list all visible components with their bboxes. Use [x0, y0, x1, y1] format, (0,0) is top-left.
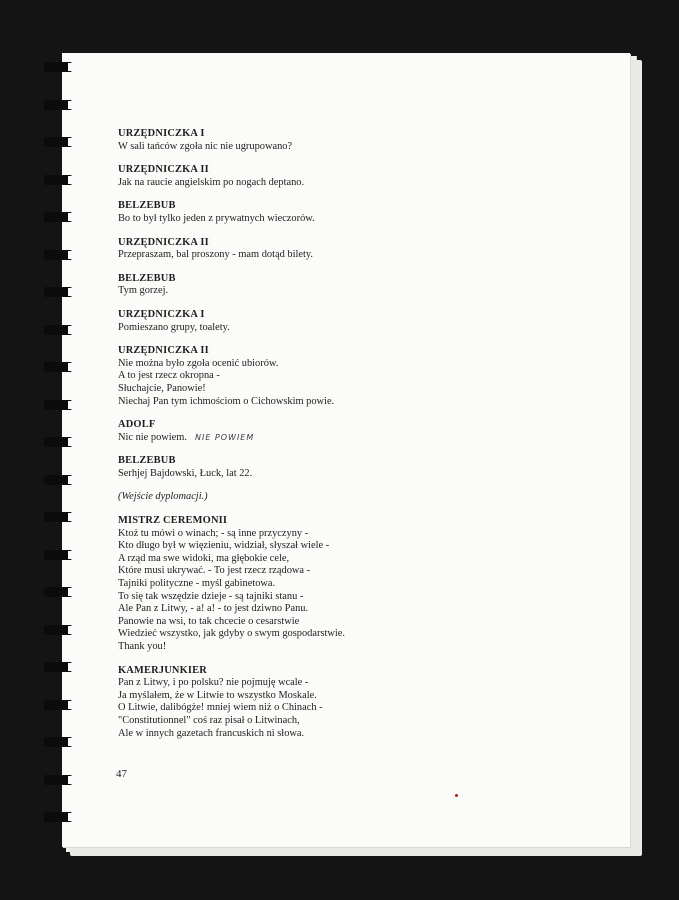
- dialogue-line-text: Słuchajcie, Panowie!: [118, 382, 206, 394]
- dialogue-line-text: Wiedzieć wszystko, jak gdyby o swym gospodarstwie.: [118, 628, 345, 640]
- dialogue-line: [118, 528, 598, 541]
- dialogue-line-text: A to jest rzecz okropna -: [118, 370, 220, 382]
- dialogue-line-text: Kto długo był w więzieniu, widział, słyszał wiele -: [118, 540, 330, 552]
- dialogue-line: [118, 468, 598, 481]
- page-number: 47: [116, 768, 127, 780]
- dialogue-line: [118, 370, 598, 383]
- dialogue-line: [118, 249, 598, 262]
- speaker-name: URZĘDNICZKA II: [118, 236, 209, 248]
- dialogue-block: [118, 345, 598, 408]
- dialogue-line: [118, 591, 598, 604]
- ink-dot: [455, 794, 458, 797]
- dialogue-line-text: Serhjej Bajdowski, Łuck, lat 22.: [118, 467, 253, 479]
- dialogue-block: [118, 200, 598, 225]
- speaker-name: BELZEBUB: [118, 455, 176, 467]
- dialogue-line-text: Thank you!: [118, 641, 167, 652]
- binding-ring: [44, 212, 72, 222]
- binding-ring: [44, 550, 72, 560]
- dialogue-line: [118, 553, 598, 566]
- binding-ring: [44, 775, 72, 785]
- dialogue-line-text: Pomieszano grupy, toalety.: [118, 321, 230, 333]
- dialogue-line-text: Przepraszam, bal proszony - mam dotąd bilety.: [118, 249, 313, 261]
- speaker-name: KAMERJUNKIER: [118, 664, 207, 676]
- dialogue-line: [118, 285, 598, 298]
- binding-ring: [44, 175, 72, 185]
- dialogue-block: [118, 237, 598, 262]
- dialogue-line: [118, 628, 598, 641]
- dialogue-block: [118, 273, 598, 298]
- dialogue-line-text: Jak na raucie angielskim po nogach deptano.: [118, 176, 305, 188]
- dialogue-line: [118, 715, 598, 728]
- dialogue-block: [118, 455, 598, 480]
- binding-ring: [44, 625, 72, 635]
- dialogue-line-text: Ale Pan z Litwy, - a! a! - to jest dziwno Panu.: [118, 603, 309, 615]
- dialogue-block: [118, 419, 598, 444]
- dialogue-block: [118, 515, 598, 654]
- binding-ring: [44, 812, 72, 822]
- dialogue-line: [118, 728, 598, 741]
- binding-ring: [44, 62, 72, 72]
- dialogue-line: [118, 383, 598, 396]
- comb-binding: [44, 58, 74, 848]
- dialogue-block: [118, 164, 598, 189]
- dialogue-line: [118, 616, 598, 629]
- speaker-name: URZĘDNICZKA II: [118, 345, 209, 357]
- dialogue-line-text: Nie można było zgoła ocenić ubiorów.: [118, 357, 279, 369]
- binding-ring: [44, 250, 72, 260]
- dialogue-line: [118, 603, 598, 616]
- dialogue-line-text: O Litwie, dalibógże! mniej wiem niż o Chinach -: [118, 702, 323, 714]
- speaker-name: URZĘDNICZKA I: [118, 308, 205, 320]
- dialogue-line: [118, 177, 598, 190]
- binding-ring: [44, 662, 72, 672]
- speaker-name: URZĘDNICZKA I: [118, 128, 205, 139]
- dialogue-line-text: Ktoż tu mówi o winach; - są inne przyczyny -: [118, 527, 309, 539]
- dialogue-line-text: Niechaj Pan tym ichmościom o Cichowskim powie.: [118, 395, 335, 407]
- dialogue-line-text: W sali tańców zgoła nic nie ugrupowano?: [118, 140, 293, 152]
- dialogue-block: [118, 128, 598, 153]
- dialogue-line-text: Bo to był tylko jeden z prywatnych wieczorów.: [118, 212, 315, 224]
- binding-ring: [44, 287, 72, 297]
- dialogue-line: [118, 690, 598, 703]
- dialogue-line-text: Pan z Litwy, i po polsku? nie pojmuję wcale -: [118, 677, 309, 689]
- speaker-name: ADOLF: [118, 419, 156, 431]
- handwritten-note: NIE POWIEM: [194, 432, 255, 442]
- binding-ring: [44, 587, 72, 597]
- dialogue-line: [118, 358, 598, 371]
- binding-ring: [44, 325, 72, 335]
- dialogue-line-text: "Constitutionnel" coś raz pisał o Litwinach,: [118, 714, 300, 726]
- script-text: [118, 128, 598, 751]
- speaker-name: URZĘDNICZKA II: [118, 164, 209, 176]
- dialogue-line: [118, 540, 598, 553]
- dialogue-line: [118, 213, 598, 226]
- speaker-name: BELZEBUB: [118, 272, 176, 284]
- dialogue-block: [118, 665, 598, 741]
- binding-ring: [44, 137, 72, 147]
- dialogue-line-text: Które musi ukrywać. - To jest rzecz rządowa -: [118, 565, 311, 577]
- dialogue-block: [118, 491, 598, 504]
- dialogue-line: [118, 578, 598, 591]
- dialogue-line: [118, 565, 598, 578]
- dialogue-line: [118, 432, 598, 445]
- dialogue-line-text: To się tak wszędzie dzieje - są tajniki stanu -: [118, 590, 304, 602]
- dialogue-line: [118, 141, 598, 154]
- dialogue-line-text: Nic nie powiem.: [118, 431, 187, 443]
- dialogue-line-text: Tajniki polityczne - myśl gabinetowa.: [118, 578, 276, 590]
- dialogue-line: [118, 641, 598, 654]
- binding-ring: [44, 437, 72, 447]
- dialogue-line-text: A rząd ma swe widoki, ma głębokie cele,: [118, 552, 290, 564]
- binding-ring: [44, 362, 72, 372]
- dialogue-line-text: Ja myślałem, że w Litwie to wszystko Moskale.: [118, 689, 317, 701]
- dialogue-line: [118, 322, 598, 335]
- dialogue-line: [118, 677, 598, 690]
- dialogue-line: [118, 702, 598, 715]
- dialogue-line-text: Ale w innych gazetach francuskich ni słowa.: [118, 727, 305, 739]
- binding-ring: [44, 400, 72, 410]
- dialogue-block: [118, 309, 598, 334]
- dialogue-line-text: Tym gorzej.: [118, 285, 169, 297]
- dialogue-line: [118, 396, 598, 409]
- binding-ring: [44, 475, 72, 485]
- binding-ring: [44, 100, 72, 110]
- binding-ring: [44, 512, 72, 522]
- binding-ring: [44, 700, 72, 710]
- speaker-name: MISTRZ CEREMONII: [118, 515, 228, 527]
- speaker-name: BELZEBUB: [118, 200, 176, 212]
- dialogue-line-text: Panowie na wsi, to tak chcecie o cesarstwie: [118, 615, 300, 627]
- binding-ring: [44, 737, 72, 747]
- stage-direction: (Wejście dyplomacji.): [118, 491, 208, 503]
